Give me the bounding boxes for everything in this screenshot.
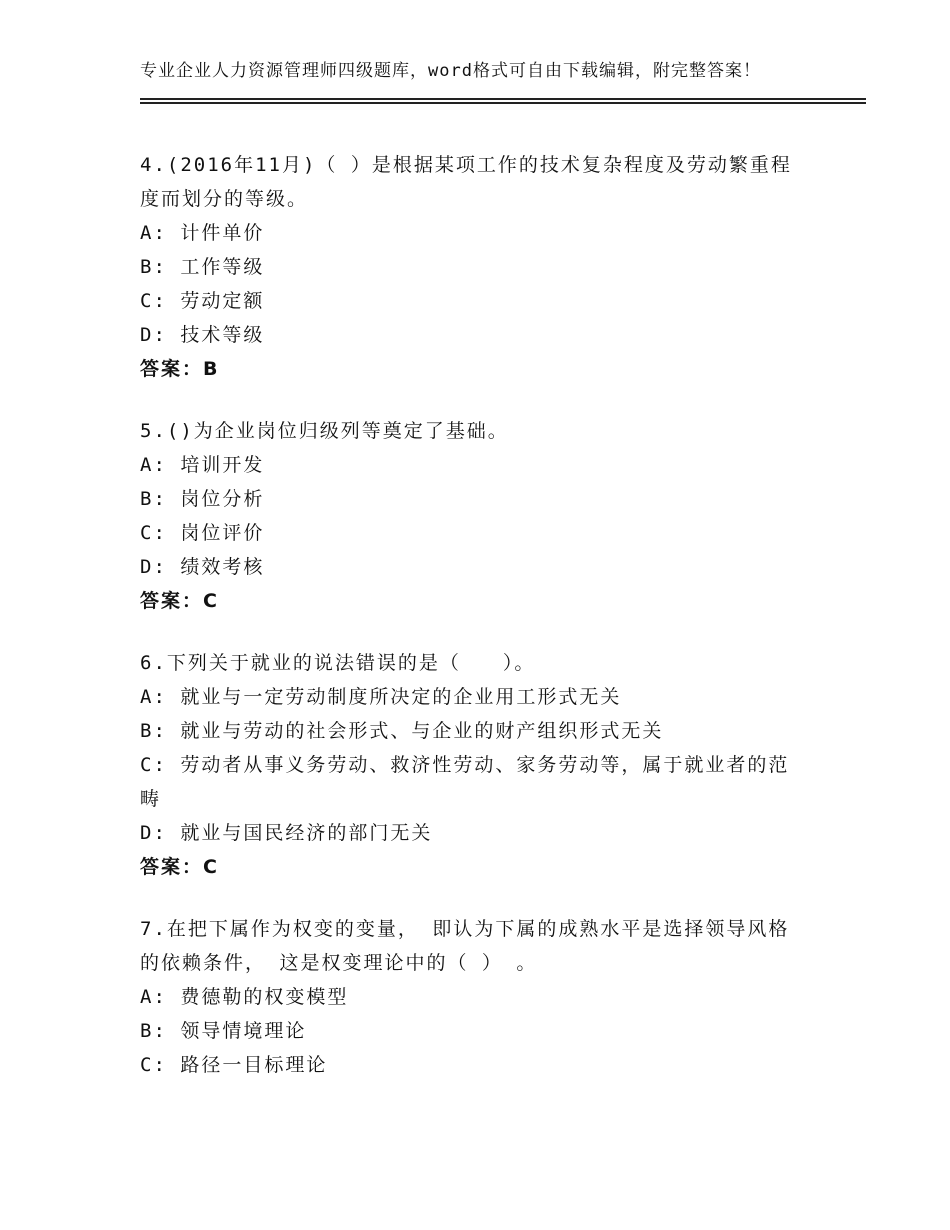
option-a: A: 培训开发 — [140, 454, 265, 476]
question-item — [140, 148, 820, 386]
option-d: D: 技术等级 — [140, 324, 265, 346]
option-c: C: 劳动定额 — [140, 290, 265, 312]
option-b: B: 岗位分析 — [140, 488, 265, 510]
option-a: A: 就业与一定劳动制度所决定的企业用工形式无关 — [140, 686, 622, 708]
header-divider-bottom — [140, 102, 866, 104]
header-divider-top — [140, 98, 866, 100]
page-header: 专业企业人力资源管理师四级题库，word格式可自由下载编辑，附完整答案！ — [140, 61, 761, 81]
question-stem: 的依赖条件， 这是权变理论中的（ ） 。 — [140, 952, 538, 974]
question-stem: 6.下列关于就业的说法错误的是（ ）。 — [140, 652, 536, 674]
question-stem: 度而划分的等级。 — [140, 188, 309, 210]
option-c: C: 岗位评价 — [140, 522, 265, 544]
option-c: C: 路径一目标理论 — [140, 1054, 328, 1076]
question-item — [140, 646, 820, 884]
option-b: B: 就业与劳动的社会形式、与企业的财产组织形式无关 — [140, 720, 664, 742]
question-stem: 7.在把下属作为权变的变量， 即认为下属的成熟水平是选择领导风格 — [140, 918, 790, 940]
option-d: D: 绩效考核 — [140, 556, 265, 578]
option-d: D: 就业与国民经济的部门无关 — [140, 822, 433, 844]
option-a: A: 计件单价 — [140, 222, 265, 244]
question-item — [140, 912, 820, 1082]
answer-label: 答案：C — [140, 590, 219, 612]
question-stem: 5.()为企业岗位归级列等奠定了基础。 — [140, 420, 509, 442]
question-stem: 4.(2016年11月)（ ）是根据某项工作的技术复杂程度及劳动繁重程 — [140, 154, 792, 176]
option-b: B: 领导情境理论 — [140, 1020, 307, 1042]
question-list — [140, 148, 820, 1110]
option-c: C: 劳动者从事义务劳动、救济性劳动、家务劳动等，属于就业者的范 — [140, 754, 790, 776]
option-c-continued: 畴 — [140, 788, 162, 810]
option-a: A: 费德勒的权变模型 — [140, 986, 349, 1008]
question-item — [140, 414, 820, 618]
answer-label: 答案：B — [140, 358, 220, 380]
option-b: B: 工作等级 — [140, 256, 265, 278]
answer-label: 答案：C — [140, 856, 219, 878]
